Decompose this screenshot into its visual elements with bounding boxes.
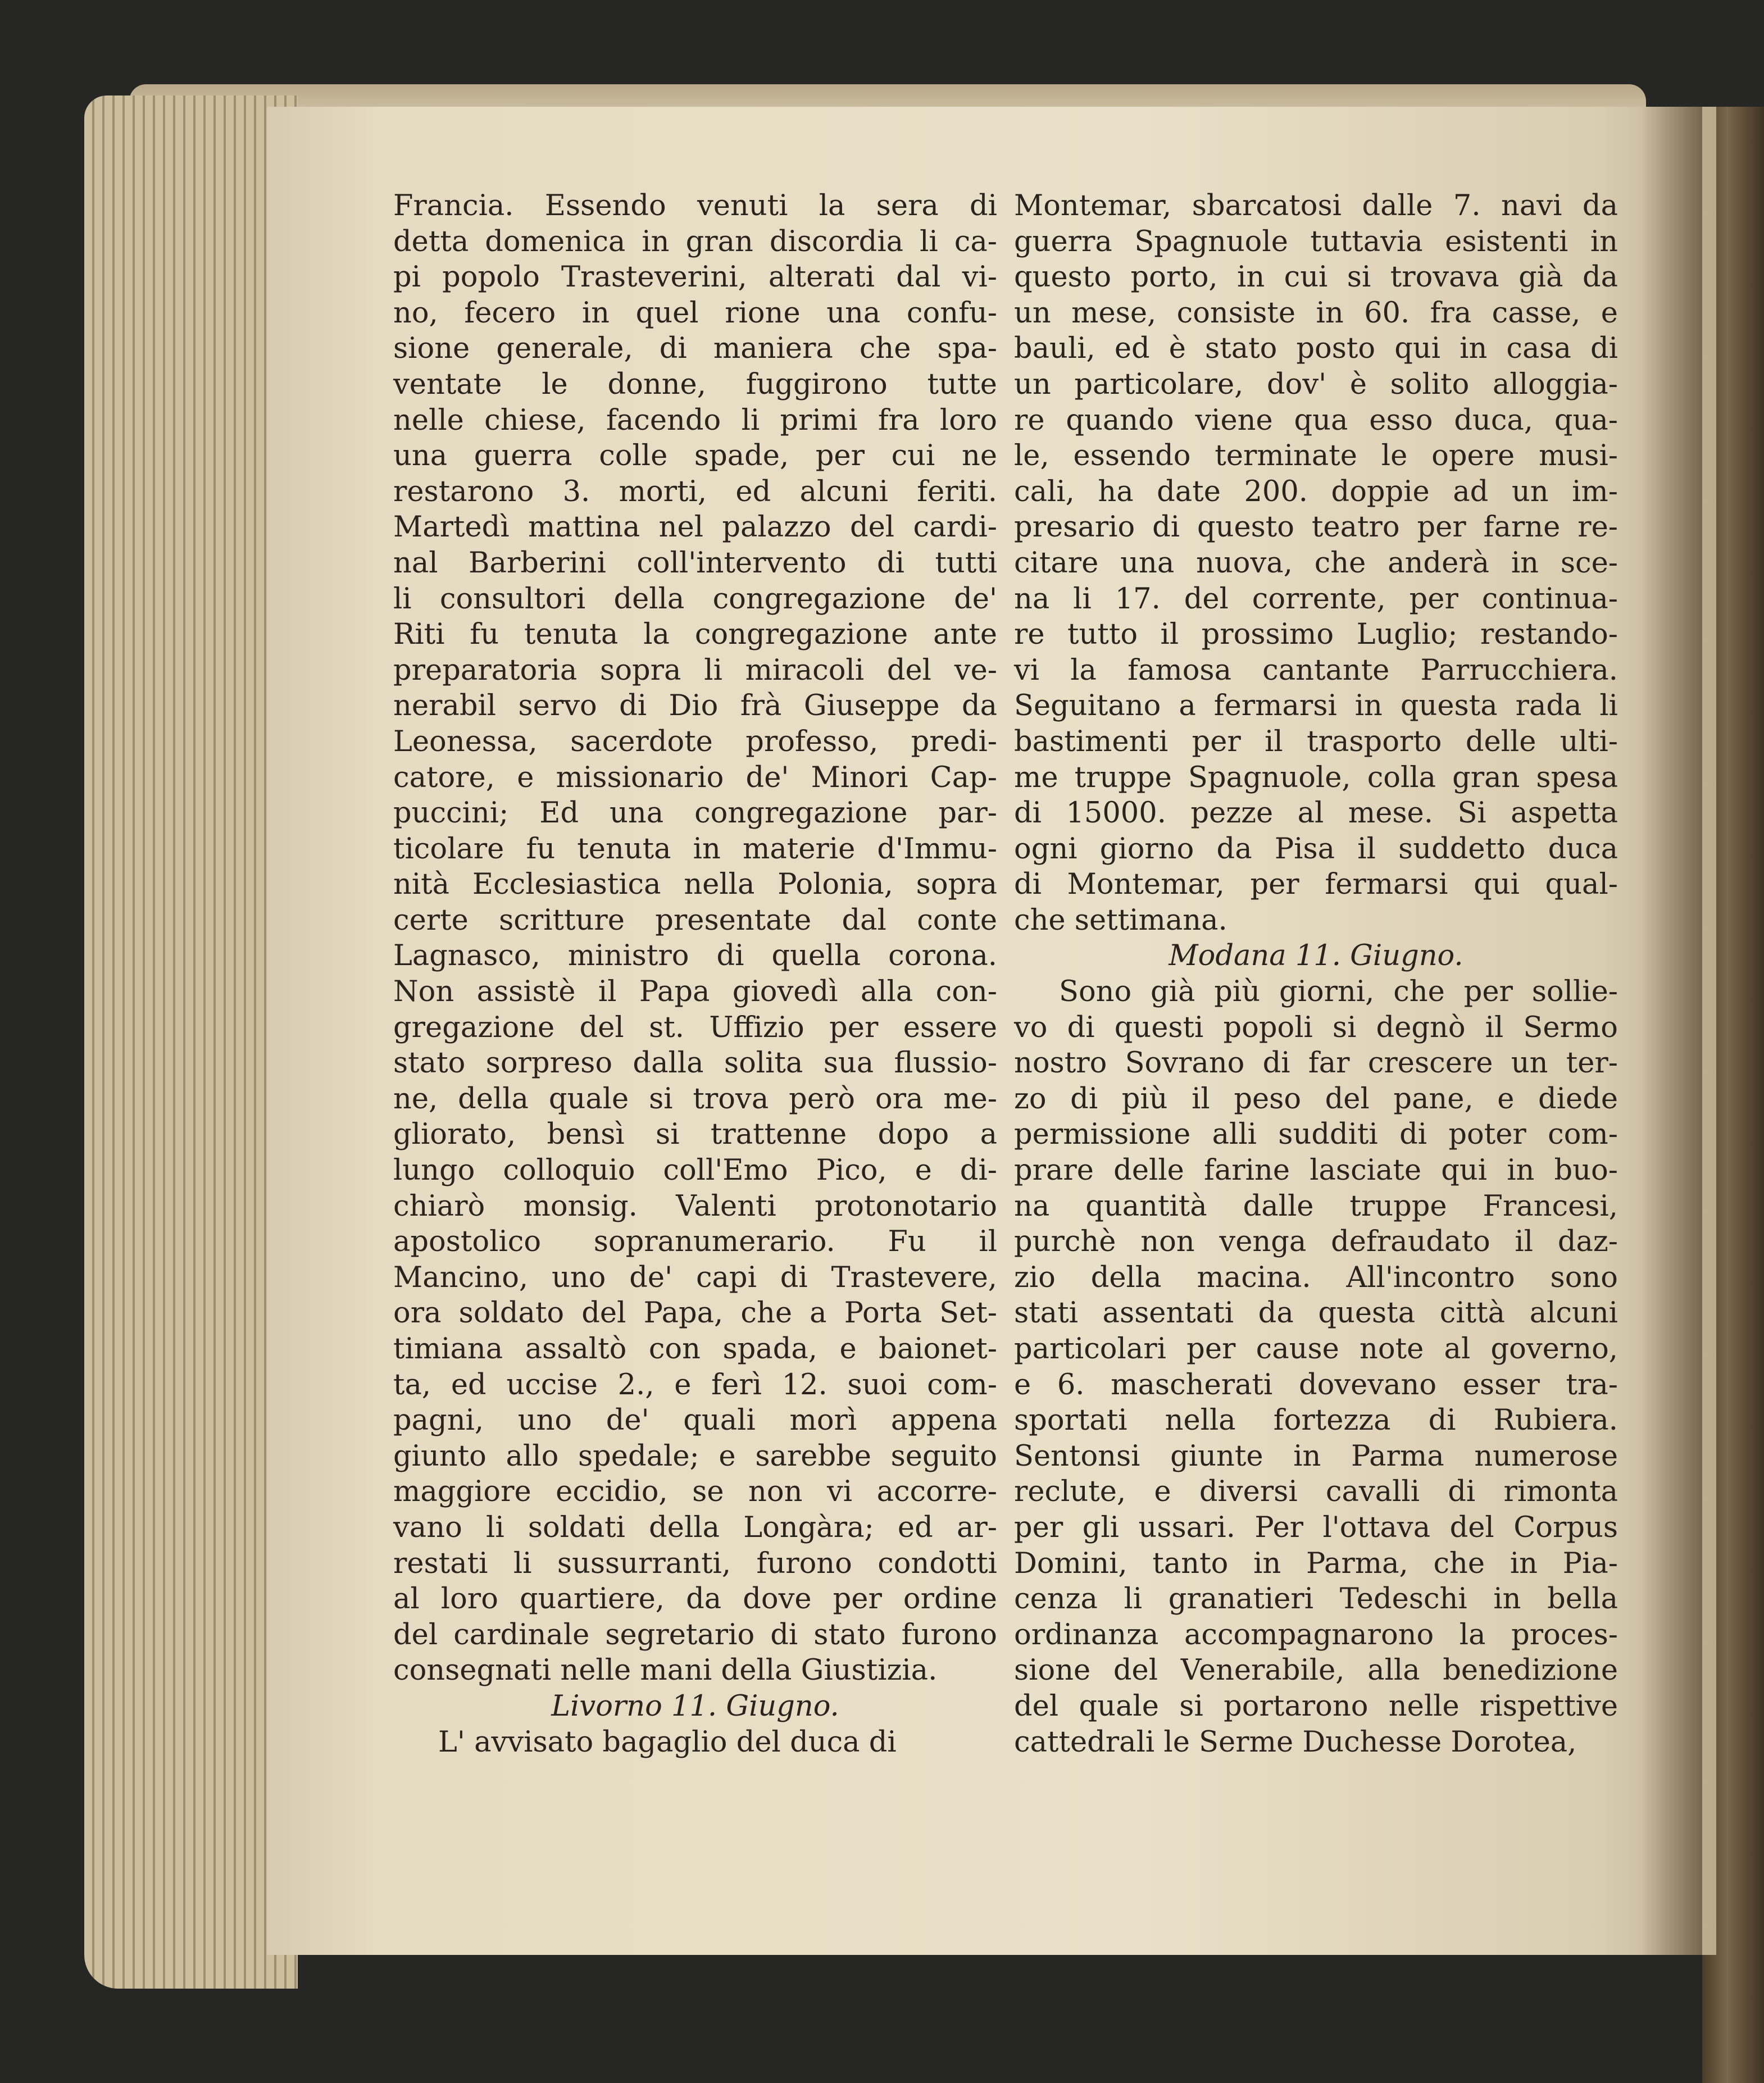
page-gutter-shadow <box>1640 107 1702 1955</box>
text-line: consegnati nelle mani della Giustizia. <box>393 1654 938 1688</box>
text-line: re quando viene qua esso duca, qua- <box>1014 403 1618 437</box>
text-line: questo porto, in cui si trovava già da <box>1014 261 1618 294</box>
text-line: restati li sussurranti, furono condotti <box>393 1547 997 1580</box>
text-line: reclute, e diversi cavalli di rimonta <box>1014 1475 1618 1509</box>
text-line: detta domenica in gran discordia li ca- <box>393 225 997 258</box>
text-line: Seguitano a fermarsi in questa rada li <box>1014 689 1618 723</box>
text-line: di 15000. pezze al mese. Si aspetta <box>1014 797 1618 830</box>
text-line: na li 17. del corrente, per continua- <box>1014 582 1618 616</box>
text-line: del cardinale segretario di stato furono <box>393 1618 997 1652</box>
text-line: nerabil servo di Dio frà Giuseppe da <box>393 689 997 723</box>
text-line: Riti fu tenuta la congregazione ante <box>393 618 997 652</box>
text-line: bastimenti per il trasporto delle ulti- <box>1014 725 1618 758</box>
text-line: pi popolo Trasteverini, alterati dal vi- <box>393 261 997 294</box>
text-line: vano li soldati della Longàra; ed ar- <box>393 1511 997 1544</box>
text-line: nostro Sovrano di far crescere un ter- <box>1014 1047 1618 1080</box>
text-line: stato sorpreso dalla solita sua flussio- <box>393 1047 997 1080</box>
text-line: cenza li granatieri Tedeschi in bella <box>1014 1582 1618 1616</box>
text-line: presario di questo teatro per farne re- <box>1014 511 1618 544</box>
text-line: zo di più il peso del pane, e diede <box>1014 1082 1618 1116</box>
text-line: ta, ed uccise 2., e ferì 12. suoi com- <box>393 1368 997 1402</box>
text-line: una guerra colle spade, per cui ne <box>393 439 997 473</box>
text-line: ora soldato del Papa, che a Porta Set- <box>393 1297 997 1330</box>
text-line: ticolare fu tenuta in materie d'Immu- <box>393 832 997 866</box>
text-line: vi la famosa cantante Parrucchiera. <box>1014 653 1618 687</box>
text-line: del quale si portarono nelle rispettive <box>1014 1689 1618 1723</box>
text-line: nal Barberini coll'intervento di tutti <box>393 546 997 580</box>
text-line: prare delle farine lasciate qui in buo- <box>1014 1154 1618 1188</box>
text-line: purchè non venga defraudato il daz- <box>1014 1225 1618 1259</box>
text-line: le, essendo terminate le opere musi- <box>1014 439 1618 473</box>
text-line: preparatoria sopra li miracoli del ve- <box>393 653 997 687</box>
text-line: timiana assaltò con spada, e baionet- <box>393 1332 997 1366</box>
text-line: chiarò monsig. Valenti protonotario <box>393 1189 997 1223</box>
text-line: permissione alli sudditi di poter com- <box>1014 1118 1618 1152</box>
text-line: na quantità dalle truppe Francesi, <box>1014 1189 1618 1223</box>
left-column <box>393 188 997 1760</box>
text-line: bauli, ed è stato posto qui in casa di <box>1014 332 1618 366</box>
text-line: Non assistè il Papa giovedì alla con- <box>393 975 997 1009</box>
left-paragraph-2 <box>393 1725 997 1761</box>
text-line: che settimana. <box>1014 903 1227 937</box>
text-line: sportati nella fortezza di Rubiera. <box>1014 1404 1618 1438</box>
text-line: nelle chiese, facendo li primi fra loro <box>393 403 997 437</box>
text-line: ne, della quale si trova però ora me- <box>393 1082 997 1116</box>
text-line: particolari per cause note al governo, <box>1014 1332 1618 1366</box>
text-line: gregazione del st. Uffizio per essere <box>393 1011 997 1044</box>
text-line: un particolare, dov' è solito alloggia- <box>1014 367 1618 401</box>
page-edges <box>84 95 298 1989</box>
text-line: ogni giorno da Pisa il suddetto duca <box>1014 832 1618 866</box>
text-line: Francia. Essendo venuti la sera di <box>393 189 997 222</box>
text-line: maggiore eccidio, se non vi accorre- <box>393 1475 997 1509</box>
text-line: vo di questi popoli si degnò il Sermo <box>1014 1011 1618 1044</box>
right-column <box>1014 188 1618 1760</box>
text-line: Leonessa, sacerdote professo, predi- <box>393 725 997 758</box>
text-line: guerra Spagnuole tuttavia esistenti in <box>1014 225 1618 258</box>
text-line: zio della macina. All'incontro sono <box>1014 1261 1618 1294</box>
text-line: Domini, tanto in Parma, che in Pia- <box>1014 1547 1618 1580</box>
text-line: Lagnasco, ministro di quella corona. <box>393 939 997 973</box>
text-line: catore, e missionario de' Minori Cap- <box>393 761 997 794</box>
text-line: Montemar, sbarcatosi dalle 7. navi da <box>1014 189 1618 222</box>
text-line: stati assentati da questa città alcuni <box>1014 1297 1618 1330</box>
text-line: al loro quartiere, da dove per ordine <box>393 1582 997 1616</box>
text-line: re tutto il prossimo Luglio; restando- <box>1014 618 1618 652</box>
dateline-livorno: Livorno 11. Giugno. <box>551 1689 839 1723</box>
text-line: certe scritture presentate dal conte <box>393 903 997 937</box>
text-line: cattedrali le Serme Duchesse Dorotea, <box>1014 1725 1577 1759</box>
text-line: pagni, uno de' quali morì appena <box>393 1404 997 1438</box>
text-line: me truppe Spagnuole, colla gran spesa <box>1014 761 1618 794</box>
text-line: li consultori della congregazione de' <box>393 582 997 616</box>
dateline-modana: Modana 11. Giugno. <box>1169 939 1463 973</box>
text-line: restarono 3. morti, ed alcuni feriti. <box>393 475 997 508</box>
text-line: un mese, consiste in 60. fra casse, e <box>1014 296 1618 330</box>
text-line: citare una nuova, che anderà in sce- <box>1014 546 1618 580</box>
text-line: e 6. mascherati dovevano esser tra- <box>1014 1368 1618 1402</box>
text-line: gliorato, bensì si trattenne dopo a <box>393 1118 997 1152</box>
text-line: puccini; Ed una congregazione par- <box>393 797 997 830</box>
text-line: di Montemar, per fermarsi qui qual- <box>1014 868 1618 902</box>
text-line: L' avvisato bagaglio del duca di <box>438 1725 897 1759</box>
text-line: cali, ha date 200. doppie ad un im- <box>1014 475 1618 508</box>
left-paragraph-1 <box>393 188 997 1689</box>
text-line: Mancino, uno de' capi di Trastevere, <box>393 1261 997 1294</box>
text-line: ordinanza accompagnarono la proces- <box>1014 1618 1618 1652</box>
text-line: Sentonsi giunte in Parma numerose <box>1014 1439 1618 1473</box>
text-line: ventate le donne, fuggirono tutte <box>393 367 997 401</box>
text-line: Sono già più giorni, che per sollie- <box>1059 975 1618 1009</box>
right-paragraph-2 <box>1014 974 1618 1760</box>
text-line: sione del Venerabile, alla benedizione <box>1014 1654 1618 1688</box>
text-line: nità Ecclesiastica nella Polonia, sopra <box>393 868 997 902</box>
text-line: no, fecero in quel rione una confu- <box>393 296 997 330</box>
right-paragraph-1 <box>1014 188 1618 938</box>
text-line: Martedì mattina nel palazzo del cardi- <box>393 511 997 544</box>
text-line: lungo colloquio coll'Emo Pico, e di- <box>393 1154 997 1188</box>
text-line: giunto allo spedale; e sarebbe seguito <box>393 1439 997 1473</box>
text-line: apostolico sopranumerario. Fu il <box>393 1225 997 1259</box>
text-line: sione generale, di maniera che spa- <box>393 332 997 366</box>
text-line: per gli ussari. Per l'ottava del Corpus <box>1014 1511 1618 1544</box>
